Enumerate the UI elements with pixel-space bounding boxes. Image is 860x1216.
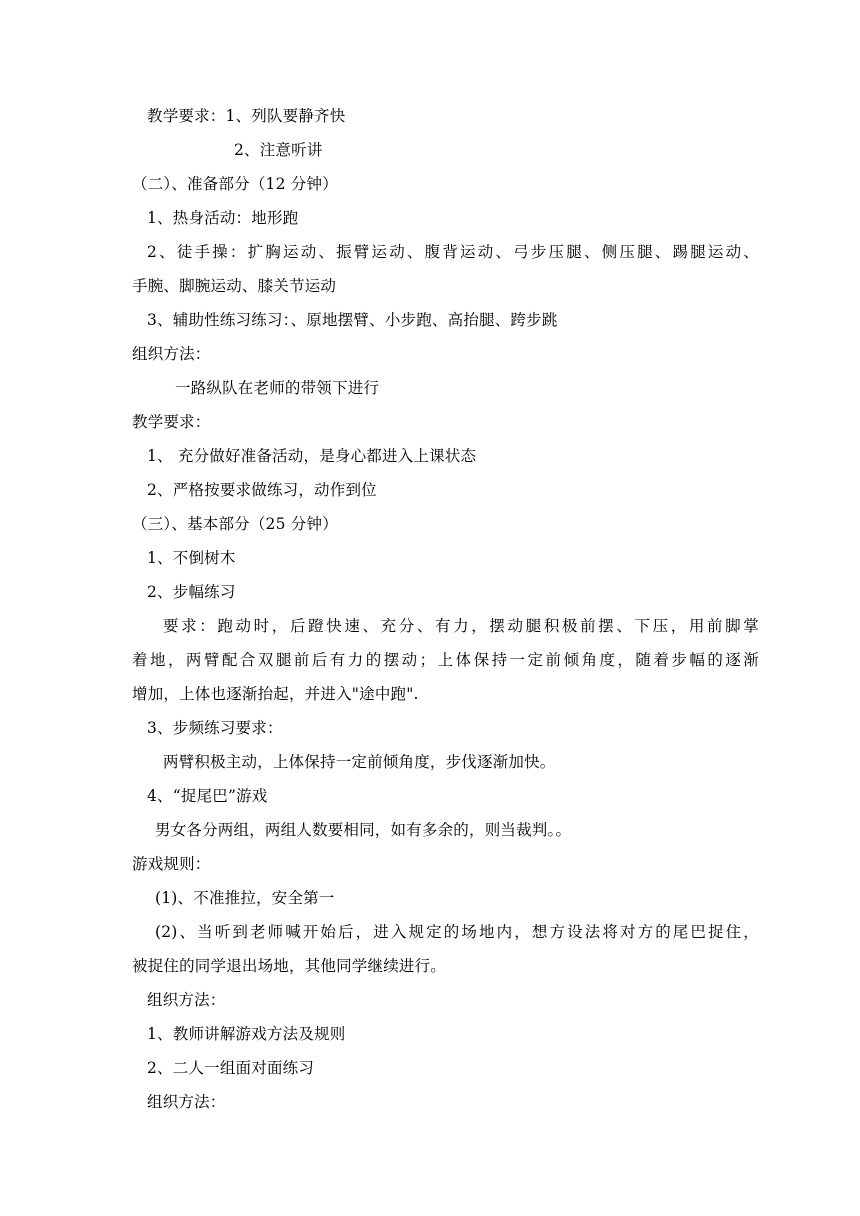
- stride-requirements-line-2: 着地，两臂配合双腿前后有力的摆动；上体保持一定前倾角度，随着步幅的逐渐: [132, 651, 759, 669]
- requirement-item-prepare: 1、 充分做好准备活动，是身心都进入上课状态: [147, 447, 477, 465]
- organization-method-label: 组织方法：: [132, 345, 211, 363]
- organization-item-explain: 1、教师讲解游戏方法及规则: [147, 1025, 346, 1043]
- requirement-item-strict: 2、严格按要求做练习，动作到位: [147, 481, 377, 499]
- game-rule-2-cont: 被捉住的同学退出场地，其他同学继续进行。: [132, 957, 447, 975]
- organization-method-label-3: 组织方法：: [147, 1093, 226, 1111]
- teaching-requirements-label: 教学要求：: [132, 413, 211, 431]
- section-heading-preparation: （二）、准备部分（12 分钟）: [132, 175, 338, 193]
- game-rules-label: 游戏规则：: [132, 855, 211, 873]
- organization-method-text: 一路纵队在老师的带领下进行: [175, 379, 380, 397]
- cadence-requirements-text: 两臂积极主动，上体保持一定前倾角度，步伐逐渐加快。: [163, 753, 556, 771]
- tail-game-grouping: 男女各分两组，两组人数要相同，如有多余的，则当裁判。。: [155, 821, 572, 839]
- stride-requirements-line-3: 增加，上体也逐渐抬起，并进入"途中跑".: [132, 685, 419, 703]
- list-item-freehand-exercise-cont: 手腕、脚腕运动、膝关节运动: [132, 277, 337, 295]
- stride-requirements-line-1: 要求：跑动时，后蹬快速、充分、有力，摆动腿积极前摆、下压，用前脚掌: [163, 617, 759, 635]
- requirement-item-2: 2、注意听讲: [234, 141, 323, 159]
- teaching-requirements-line: 教学要求：1、列队要静齐快: [147, 107, 346, 125]
- game-rule-1: (1)、不准推拉，安全第一: [155, 889, 335, 907]
- list-item-auxiliary-practice: 3、辅助性练习练习：、原地摆臂、小步跑、高抬腿、跨步跳: [147, 311, 558, 329]
- list-item-stride: 2、步幅练习: [147, 583, 236, 601]
- section-heading-basic: （三）、基本部分（25 分钟）: [132, 515, 338, 533]
- game-rule-2: (2)、当听到老师喊开始后，进入规定的场地内，想方设法将对方的尾巴捉住，: [155, 923, 759, 941]
- list-item-tail-game: 4、“捉尾巴”游戏: [147, 787, 268, 805]
- list-item-freehand-exercise: 2、徒手操：扩胸运动、振臂运动、腹背运动、弓步压腿、侧压腿、踢腿运动、: [147, 243, 759, 261]
- list-item-warmup: 1、热身活动：地形跑: [147, 209, 299, 227]
- list-item-cadence: 3、步频练习要求：: [147, 719, 283, 737]
- organization-method-label-2: 组织方法：: [147, 991, 226, 1009]
- list-item-tree: 1、不倒树木: [147, 549, 236, 567]
- organization-item-pairs: 2、二人一组面对面练习: [147, 1059, 315, 1077]
